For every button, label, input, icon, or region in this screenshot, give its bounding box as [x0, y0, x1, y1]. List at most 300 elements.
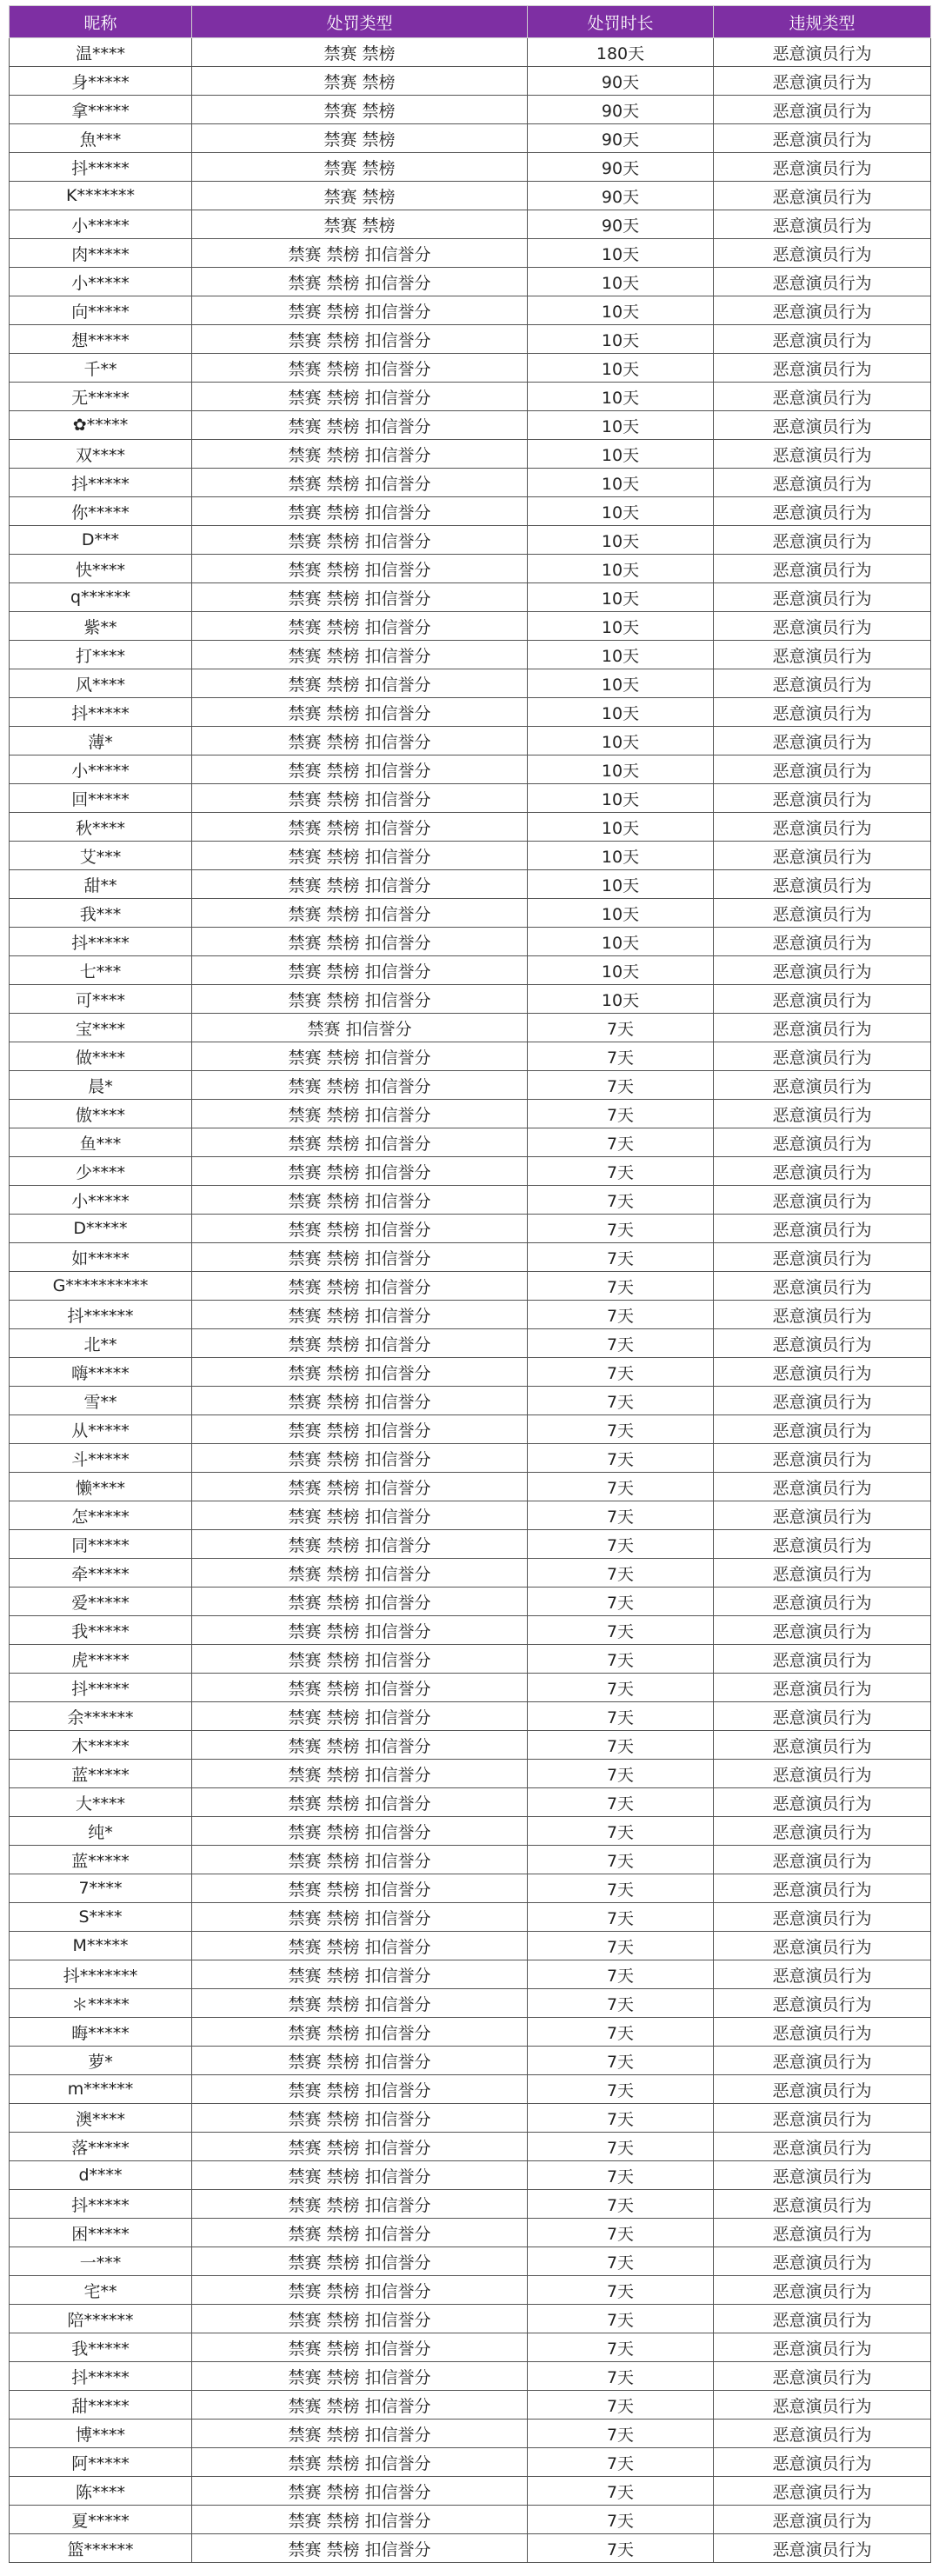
cell-nickname: 风****	[10, 669, 192, 698]
cell-nickname: 向*****	[10, 296, 192, 325]
table-row	[10, 1501, 931, 1530]
table-row	[10, 583, 931, 612]
cell-nickname: 温****	[10, 38, 192, 67]
cell-violation-type: 恶意演员行为	[714, 1128, 931, 1157]
cell-violation-type: 恶意演员行为	[714, 698, 931, 727]
table-row	[10, 67, 931, 96]
cell-nickname: 宝****	[10, 1014, 192, 1042]
cell-duration: 10天	[528, 612, 714, 641]
cell-nickname: 余******	[10, 1702, 192, 1731]
cell-nickname: 抖*****	[10, 698, 192, 727]
cell-punishment-type: 禁赛 禁榜 扣信誉分	[192, 2018, 528, 2047]
cell-violation-type: 恶意演员行为	[714, 469, 931, 497]
table-row	[10, 2534, 931, 2563]
cell-violation-type: 恶意演员行为	[714, 1788, 931, 1817]
punishment-list	[9, 5, 930, 2563]
table-row	[10, 2276, 931, 2305]
cell-duration: 7天	[528, 2477, 714, 2506]
cell-duration: 7天	[528, 2047, 714, 2075]
header-row	[10, 6, 931, 38]
cell-violation-type: 恶意演员行为	[714, 1415, 931, 1444]
cell-punishment-type: 禁赛 禁榜 扣信誉分	[192, 1387, 528, 1415]
table-row	[10, 239, 931, 268]
cell-duration: 10天	[528, 755, 714, 784]
cell-punishment-type: 禁赛 禁榜 扣信誉分	[192, 2190, 528, 2219]
cell-punishment-type: 禁赛 禁榜 扣信誉分	[192, 2047, 528, 2075]
table-row	[10, 1444, 931, 1473]
cell-punishment-type: 禁赛 禁榜 扣信誉分	[192, 2506, 528, 2534]
table-row	[10, 555, 931, 583]
table-row	[10, 870, 931, 899]
cell-violation-type: 恶意演员行为	[714, 612, 931, 641]
cell-duration: 7天	[528, 1731, 714, 1760]
cell-duration: 7天	[528, 2506, 714, 2534]
cell-violation-type: 恶意演员行为	[714, 928, 931, 956]
cell-punishment-type: 禁赛 禁榜 扣信誉分	[192, 2362, 528, 2391]
cell-punishment-type: 禁赛 禁榜 扣信誉分	[192, 1272, 528, 1301]
cell-violation-type: 恶意演员行为	[714, 411, 931, 440]
cell-nickname: 身*****	[10, 67, 192, 96]
cell-punishment-type: 禁赛 禁榜 扣信誉分	[192, 1674, 528, 1702]
cell-violation-type: 恶意演员行为	[714, 2075, 931, 2104]
cell-violation-type: 恶意演员行为	[714, 2420, 931, 2448]
table-row	[10, 1960, 931, 1989]
table-row	[10, 1128, 931, 1157]
table-row	[10, 182, 931, 210]
cell-duration: 7天	[528, 2362, 714, 2391]
cell-violation-type: 恶意演员行为	[714, 182, 931, 210]
cell-nickname: 小*****	[10, 268, 192, 296]
cell-duration: 10天	[528, 698, 714, 727]
cell-punishment-type: 禁赛 禁榜 扣信誉分	[192, 1960, 528, 1989]
cell-duration: 10天	[528, 899, 714, 928]
cell-duration: 90天	[528, 153, 714, 182]
cell-punishment-type: 禁赛 禁榜 扣信誉分	[192, 669, 528, 698]
cell-duration: 7天	[528, 2219, 714, 2247]
cell-punishment-type: 禁赛 禁榜 扣信誉分	[192, 1071, 528, 1100]
cell-punishment-type: 禁赛 禁榜 扣信誉分	[192, 2534, 528, 2563]
cell-nickname: 小*****	[10, 210, 192, 239]
cell-punishment-type: 禁赛 禁榜 扣信誉分	[192, 411, 528, 440]
cell-punishment-type: 禁赛 禁榜 扣信誉分	[192, 698, 528, 727]
cell-punishment-type: 禁赛 禁榜 扣信誉分	[192, 2420, 528, 2448]
cell-nickname: 阿*****	[10, 2448, 192, 2477]
cell-punishment-type: 禁赛 禁榜 扣信誉分	[192, 1846, 528, 1874]
table-row	[10, 1817, 931, 1846]
cell-nickname: 打****	[10, 641, 192, 669]
cell-duration: 7天	[528, 1702, 714, 1731]
cell-violation-type: 恶意演员行为	[714, 38, 931, 67]
table-row	[10, 2362, 931, 2391]
cell-punishment-type: 禁赛 禁榜 扣信誉分	[192, 1989, 528, 2018]
cell-violation-type: 恶意演员行为	[714, 1846, 931, 1874]
cell-punishment-type: 禁赛 禁榜 扣信誉分	[192, 2305, 528, 2333]
cell-duration: 7天	[528, 2391, 714, 2420]
cell-violation-type: 恶意演员行为	[714, 96, 931, 124]
cell-duration: 7天	[528, 1243, 714, 1272]
cell-nickname: 千**	[10, 354, 192, 383]
table-row	[10, 784, 931, 813]
cell-punishment-type: 禁赛 禁榜 扣信誉分	[192, 870, 528, 899]
cell-nickname: 艾***	[10, 842, 192, 870]
cell-duration: 7天	[528, 1874, 714, 1903]
cell-nickname: 抖*****	[10, 2362, 192, 2391]
cell-nickname: 陈****	[10, 2477, 192, 2506]
table-row	[10, 1186, 931, 1215]
cell-duration: 10天	[528, 497, 714, 526]
cell-violation-type: 恶意演员行为	[714, 1042, 931, 1071]
cell-nickname: 晨*	[10, 1071, 192, 1100]
cell-duration: 7天	[528, 2075, 714, 2104]
cell-nickname: ✿*****	[10, 411, 192, 440]
table-header	[10, 6, 931, 38]
cell-violation-type: 恶意演员行为	[714, 1702, 931, 1731]
cell-duration: 10天	[528, 583, 714, 612]
cell-punishment-type: 禁赛 禁榜 扣信誉分	[192, 1760, 528, 1788]
cell-nickname: G**********	[10, 1272, 192, 1301]
table-row	[10, 641, 931, 669]
cell-duration: 10天	[528, 354, 714, 383]
cell-punishment-type: 禁赛 禁榜 扣信誉分	[192, 899, 528, 928]
cell-violation-type: 恶意演员行为	[714, 1014, 931, 1042]
table-row	[10, 268, 931, 296]
cell-duration: 7天	[528, 1100, 714, 1128]
cell-nickname: 抖*****	[10, 2190, 192, 2219]
cell-nickname: 甜*****	[10, 2391, 192, 2420]
cell-duration: 7天	[528, 2305, 714, 2333]
cell-punishment-type: 禁赛 禁榜 扣信誉分	[192, 1702, 528, 1731]
cell-punishment-type: 禁赛 禁榜 扣信誉分	[192, 354, 528, 383]
cell-punishment-type: 禁赛 禁榜 扣信誉分	[192, 813, 528, 842]
table-row	[10, 325, 931, 354]
cell-punishment-type: 禁赛 禁榜 扣信誉分	[192, 1329, 528, 1358]
cell-nickname: 小*****	[10, 1186, 192, 1215]
cell-punishment-type: 禁赛 禁榜 扣信誉分	[192, 2247, 528, 2276]
cell-duration: 7天	[528, 1272, 714, 1301]
cell-punishment-type: 禁赛 禁榜 扣信誉分	[192, 583, 528, 612]
cell-duration: 90天	[528, 182, 714, 210]
cell-nickname: 怎*****	[10, 1501, 192, 1530]
cell-violation-type: 恶意演员行为	[714, 784, 931, 813]
cell-nickname: 少****	[10, 1157, 192, 1186]
cell-punishment-type: 禁赛 禁榜 扣信誉分	[192, 1157, 528, 1186]
cell-violation-type: 恶意演员行为	[714, 1616, 931, 1645]
cell-nickname: 双****	[10, 440, 192, 469]
cell-violation-type: 恶意演员行为	[714, 1071, 931, 1100]
cell-violation-type: 恶意演员行为	[714, 1903, 931, 1932]
cell-nickname: 抖******	[10, 1301, 192, 1329]
table-row	[10, 296, 931, 325]
cell-nickname: 你*****	[10, 497, 192, 526]
table-row	[10, 210, 931, 239]
cell-punishment-type: 禁赛 禁榜 扣信誉分	[192, 2075, 528, 2104]
cell-punishment-type: 禁赛 禁榜 扣信誉分	[192, 2104, 528, 2133]
cell-violation-type: 恶意演员行为	[714, 1731, 931, 1760]
cell-violation-type: 恶意演员行为	[714, 1588, 931, 1616]
cell-nickname: 嗨*****	[10, 1358, 192, 1387]
table-row	[10, 38, 931, 67]
table-row	[10, 727, 931, 755]
cell-violation-type: 恶意演员行为	[714, 1530, 931, 1559]
cell-nickname: 无*****	[10, 383, 192, 411]
cell-violation-type: 恶意演员行为	[714, 2333, 931, 2362]
cell-violation-type: 恶意演员行为	[714, 354, 931, 383]
cell-violation-type: 恶意演员行为	[714, 497, 931, 526]
table-row	[10, 2420, 931, 2448]
cell-nickname: 牵*****	[10, 1559, 192, 1588]
header-nickname: 昵称	[10, 6, 192, 38]
table-row	[10, 1846, 931, 1874]
table-row	[10, 2305, 931, 2333]
cell-duration: 7天	[528, 1473, 714, 1501]
cell-punishment-type: 禁赛 禁榜 扣信誉分	[192, 755, 528, 784]
cell-violation-type: 恶意演员行为	[714, 583, 931, 612]
cell-duration: 10天	[528, 526, 714, 555]
cell-nickname: 小*****	[10, 755, 192, 784]
table-row	[10, 96, 931, 124]
cell-duration: 7天	[528, 1932, 714, 1960]
cell-punishment-type: 禁赛 禁榜 扣信誉分	[192, 555, 528, 583]
table-row	[10, 1157, 931, 1186]
table-row	[10, 1760, 931, 1788]
cell-duration: 7天	[528, 2247, 714, 2276]
cell-nickname: 同*****	[10, 1530, 192, 1559]
cell-duration: 10天	[528, 870, 714, 899]
cell-nickname: 抖*****	[10, 469, 192, 497]
cell-nickname: 拿*****	[10, 96, 192, 124]
cell-nickname: 七***	[10, 956, 192, 985]
cell-duration: 10天	[528, 985, 714, 1014]
cell-duration: 10天	[528, 842, 714, 870]
cell-nickname: 我***	[10, 899, 192, 928]
cell-nickname: 抖*****	[10, 928, 192, 956]
cell-violation-type: 恶意演员行为	[714, 813, 931, 842]
cell-nickname: q******	[10, 583, 192, 612]
cell-violation-type: 恶意演员行为	[714, 1272, 931, 1301]
table-row	[10, 2018, 931, 2047]
table-row	[10, 2391, 931, 2420]
cell-nickname: 做****	[10, 1042, 192, 1071]
cell-violation-type: 恶意演员行为	[714, 124, 931, 153]
cell-nickname: 蓝*****	[10, 1846, 192, 1874]
cell-duration: 10天	[528, 813, 714, 842]
table-row	[10, 899, 931, 928]
cell-nickname: 可****	[10, 985, 192, 1014]
table-row	[10, 1473, 931, 1501]
cell-punishment-type: 禁赛 禁榜 扣信誉分	[192, 239, 528, 268]
table-row	[10, 1329, 931, 1358]
cell-duration: 7天	[528, 1645, 714, 1674]
cell-duration: 7天	[528, 2104, 714, 2133]
cell-punishment-type: 禁赛 禁榜 扣信誉分	[192, 842, 528, 870]
cell-duration: 10天	[528, 440, 714, 469]
cell-punishment-type: 禁赛 禁榜 扣信誉分	[192, 928, 528, 956]
cell-violation-type: 恶意演员行为	[714, 1989, 931, 2018]
table-row	[10, 1272, 931, 1301]
cell-punishment-type: 禁赛 禁榜 扣信誉分	[192, 1128, 528, 1157]
cell-violation-type: 恶意演员行为	[714, 2534, 931, 2563]
cell-nickname: 大****	[10, 1788, 192, 1817]
cell-violation-type: 恶意演员行为	[714, 1932, 931, 1960]
cell-nickname: 落*****	[10, 2133, 192, 2161]
cell-violation-type: 恶意演员行为	[714, 1501, 931, 1530]
table-row	[10, 1071, 931, 1100]
table-row	[10, 2219, 931, 2247]
cell-punishment-type: 禁赛 禁榜 扣信誉分	[192, 985, 528, 1014]
cell-duration: 10天	[528, 383, 714, 411]
cell-violation-type: 恶意演员行为	[714, 2047, 931, 2075]
cell-nickname: 一***	[10, 2247, 192, 2276]
cell-duration: 7天	[528, 1329, 714, 1358]
table-row	[10, 1042, 931, 1071]
cell-violation-type: 恶意演员行为	[714, 2362, 931, 2391]
table-row	[10, 2448, 931, 2477]
cell-violation-type: 恶意演员行为	[714, 1559, 931, 1588]
cell-nickname: 纯*	[10, 1817, 192, 1846]
table-row	[10, 1243, 931, 1272]
cell-punishment-type: 禁赛 禁榜 扣信誉分	[192, 1186, 528, 1215]
cell-duration: 7天	[528, 1128, 714, 1157]
cell-violation-type: 恶意演员行为	[714, 1243, 931, 1272]
table-row	[10, 669, 931, 698]
table-row	[10, 1559, 931, 1588]
cell-duration: 7天	[528, 1186, 714, 1215]
cell-punishment-type: 禁赛 禁榜 扣信誉分	[192, 2391, 528, 2420]
table-row	[10, 2133, 931, 2161]
cell-violation-type: 恶意演员行为	[714, 2161, 931, 2190]
cell-nickname: D***	[10, 526, 192, 555]
cell-nickname: 博****	[10, 2420, 192, 2448]
cell-punishment-type: 禁赛 禁榜 扣信誉分	[192, 1444, 528, 1473]
table-row	[10, 2190, 931, 2219]
cell-duration: 10天	[528, 325, 714, 354]
cell-violation-type: 恶意演员行为	[714, 2247, 931, 2276]
cell-violation-type: 恶意演员行为	[714, 1100, 931, 1128]
cell-violation-type: 恶意演员行为	[714, 296, 931, 325]
cell-violation-type: 恶意演员行为	[714, 842, 931, 870]
cell-duration: 7天	[528, 2448, 714, 2477]
cell-violation-type: 恶意演员行为	[714, 2391, 931, 2420]
cell-punishment-type: 禁赛 禁榜 扣信誉分	[192, 497, 528, 526]
cell-nickname: d****	[10, 2161, 192, 2190]
cell-violation-type: 恶意演员行为	[714, 1817, 931, 1846]
cell-duration: 7天	[528, 1846, 714, 1874]
cell-nickname: 抖*****	[10, 153, 192, 182]
cell-punishment-type: 禁赛 禁榜 扣信誉分	[192, 1731, 528, 1760]
cell-nickname: 澳****	[10, 2104, 192, 2133]
cell-duration: 10天	[528, 555, 714, 583]
cell-nickname: ＊*****	[10, 1989, 192, 2018]
cell-violation-type: 恶意演员行为	[714, 985, 931, 1014]
cell-duration: 10天	[528, 239, 714, 268]
cell-punishment-type: 禁赛 禁榜 扣信誉分	[192, 1874, 528, 1903]
cell-duration: 10天	[528, 296, 714, 325]
cell-nickname: 7****	[10, 1874, 192, 1903]
cell-nickname: 我*****	[10, 1616, 192, 1645]
cell-nickname: 宅**	[10, 2276, 192, 2305]
cell-nickname: 木*****	[10, 1731, 192, 1760]
cell-nickname: 斗*****	[10, 1444, 192, 1473]
cell-punishment-type: 禁赛 禁榜 扣信誉分	[192, 1530, 528, 1559]
cell-punishment-type: 禁赛 禁榜 扣信誉分	[192, 268, 528, 296]
table-row	[10, 1415, 931, 1444]
cell-duration: 7天	[528, 2190, 714, 2219]
cell-violation-type: 恶意演员行为	[714, 2305, 931, 2333]
table-row	[10, 2075, 931, 2104]
cell-nickname: D*****	[10, 1215, 192, 1243]
cell-nickname: 想*****	[10, 325, 192, 354]
cell-violation-type: 恶意演员行为	[714, 440, 931, 469]
table-row	[10, 2333, 931, 2362]
cell-punishment-type: 禁赛 禁榜 扣信誉分	[192, 2477, 528, 2506]
table-row	[10, 755, 931, 784]
table-body	[10, 38, 931, 2563]
cell-punishment-type: 禁赛 禁榜 扣信誉分	[192, 1616, 528, 1645]
cell-punishment-type: 禁赛 禁榜 扣信誉分	[192, 1358, 528, 1387]
cell-punishment-type: 禁赛 禁榜 扣信誉分	[192, 2448, 528, 2477]
cell-nickname: 紫**	[10, 612, 192, 641]
table-row	[10, 985, 931, 1014]
cell-nickname: m******	[10, 2075, 192, 2104]
cell-nickname: 如*****	[10, 1243, 192, 1272]
table-row	[10, 813, 931, 842]
cell-duration: 10天	[528, 784, 714, 813]
table-row	[10, 2047, 931, 2075]
cell-nickname: 快****	[10, 555, 192, 583]
header-punishment-type: 处罚类型	[192, 6, 528, 38]
cell-duration: 7天	[528, 2534, 714, 2563]
cell-violation-type: 恶意演员行为	[714, 325, 931, 354]
table-row	[10, 1674, 931, 1702]
cell-violation-type: 恶意演员行为	[714, 555, 931, 583]
cell-violation-type: 恶意演员行为	[714, 1674, 931, 1702]
cell-nickname: 晦*****	[10, 2018, 192, 2047]
cell-punishment-type: 禁赛 禁榜	[192, 124, 528, 153]
cell-nickname: 从*****	[10, 1415, 192, 1444]
cell-punishment-type: 禁赛 禁榜 扣信誉分	[192, 784, 528, 813]
table-row	[10, 698, 931, 727]
cell-punishment-type: 禁赛 禁榜 扣信誉分	[192, 440, 528, 469]
cell-duration: 10天	[528, 641, 714, 669]
cell-punishment-type: 禁赛 禁榜	[192, 210, 528, 239]
cell-duration: 7天	[528, 2161, 714, 2190]
cell-violation-type: 恶意演员行为	[714, 1874, 931, 1903]
cell-duration: 90天	[528, 210, 714, 239]
cell-punishment-type: 禁赛 禁榜 扣信誉分	[192, 325, 528, 354]
table-row	[10, 1702, 931, 1731]
cell-punishment-type: 禁赛 禁榜 扣信誉分	[192, 641, 528, 669]
cell-violation-type: 恶意演员行为	[714, 239, 931, 268]
table-row	[10, 1874, 931, 1903]
cell-nickname: 雪**	[10, 1387, 192, 1415]
cell-duration: 7天	[528, 1501, 714, 1530]
cell-nickname: 困*****	[10, 2219, 192, 2247]
cell-violation-type: 恶意演员行为	[714, 956, 931, 985]
cell-violation-type: 恶意演员行为	[714, 1215, 931, 1243]
cell-nickname: 抖*******	[10, 1960, 192, 1989]
cell-nickname: 蓝*****	[10, 1760, 192, 1788]
cell-punishment-type: 禁赛 禁榜 扣信誉分	[192, 1301, 528, 1329]
cell-punishment-type: 禁赛 禁榜 扣信誉分	[192, 1788, 528, 1817]
cell-violation-type: 恶意演员行为	[714, 727, 931, 755]
cell-violation-type: 恶意演员行为	[714, 1960, 931, 1989]
cell-violation-type: 恶意演员行为	[714, 2276, 931, 2305]
cell-violation-type: 恶意演员行为	[714, 669, 931, 698]
cell-violation-type: 恶意演员行为	[714, 641, 931, 669]
cell-nickname: 肉*****	[10, 239, 192, 268]
cell-duration: 90天	[528, 67, 714, 96]
table-row	[10, 956, 931, 985]
